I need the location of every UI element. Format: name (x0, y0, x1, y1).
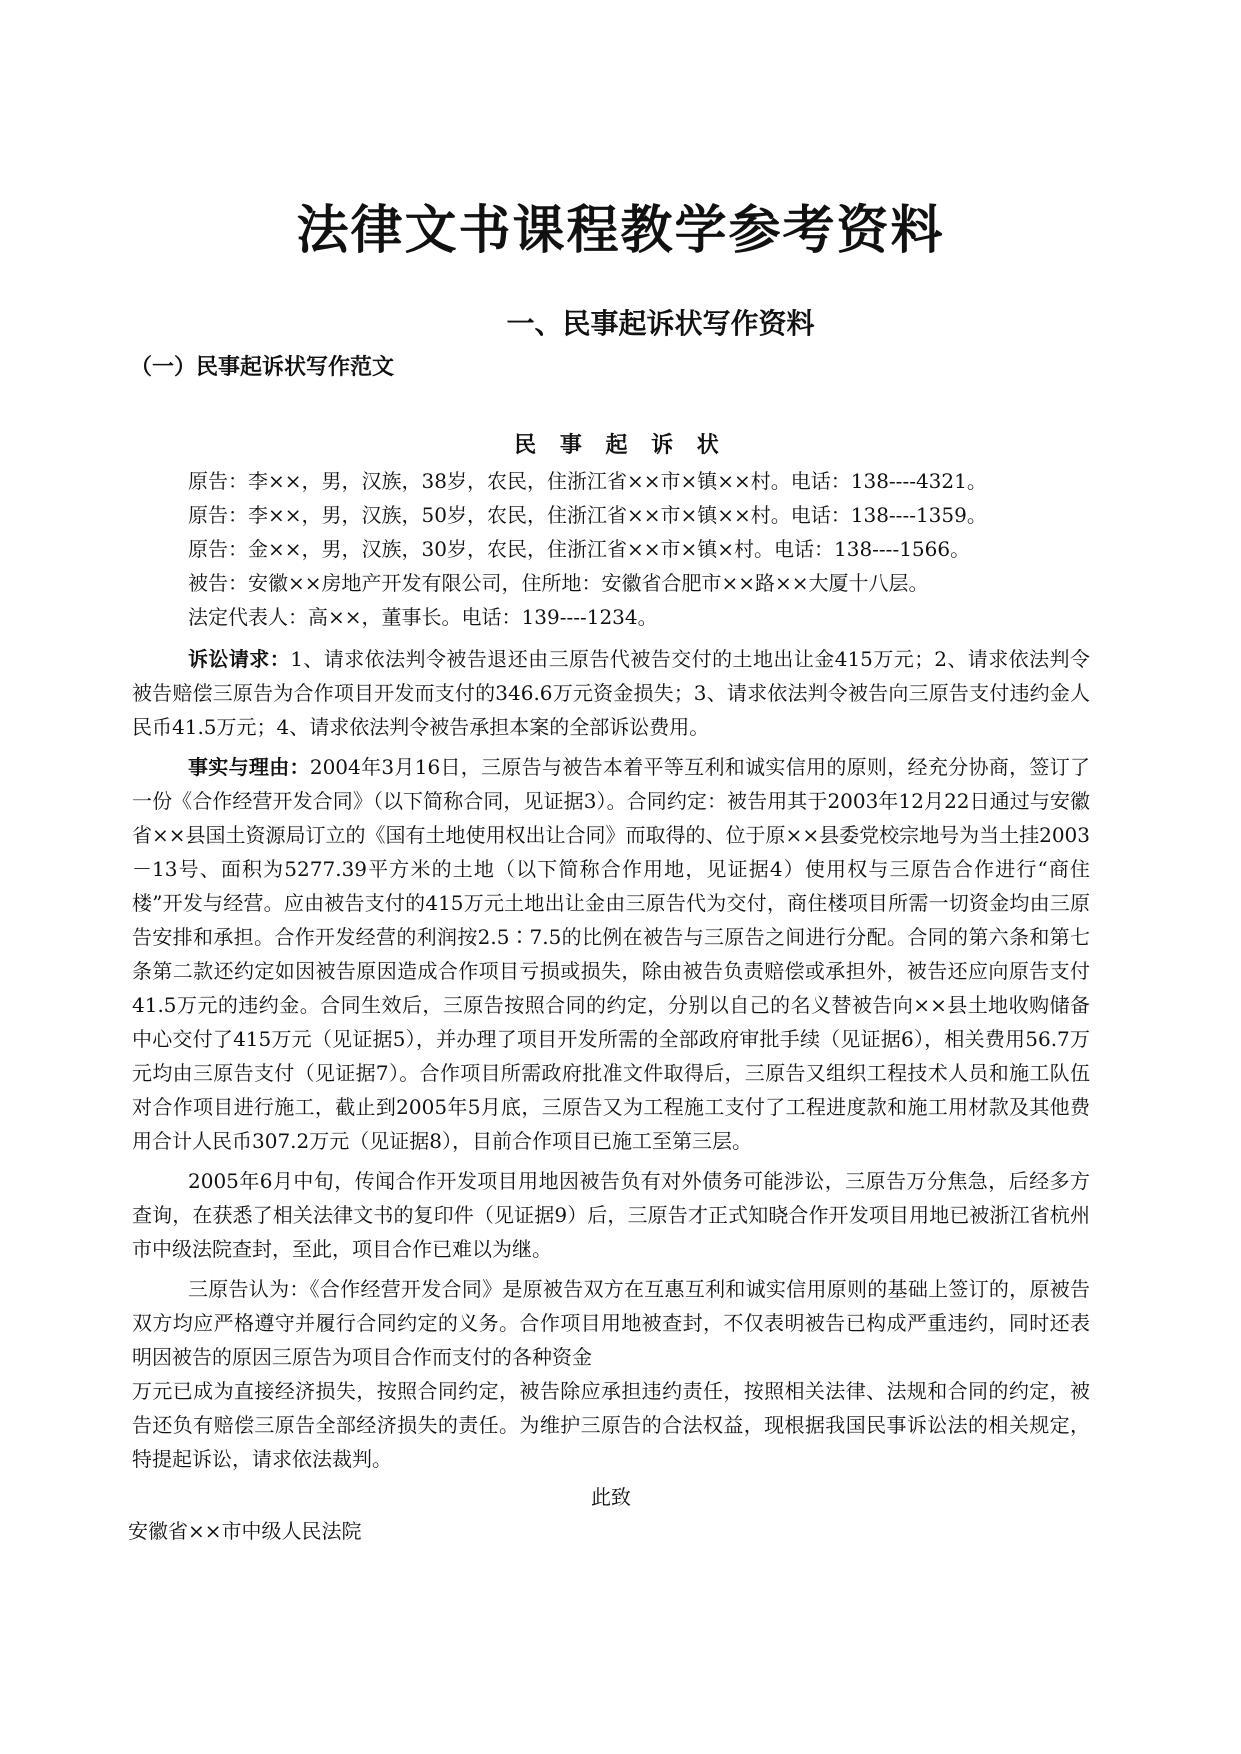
page-title: 法律文书课程教学参考资料 (296, 201, 945, 261)
party-line: 法定代表人：高××，董事长。电话：139----1234。 (188, 605, 658, 629)
claims-paragraph (132, 642, 1090, 744)
paragraph: 三原告认为：《合作经营开发合同》是原被告双方在互惠互利和诚实信用原则的基础上签订的，原被告双方均应严格遵守并履行合同约定的义务。合作项目用地被查封，不仅表明被告已构成严重违约，同时还表明因被告的原因三原告为项目合作而支付的各种资金 (132, 1277, 1090, 1369)
closing-phrase: 此致 (591, 1485, 631, 1509)
subsection-heading: （一）民事起诉状写作范文 (130, 355, 395, 380)
court-name: 安徽省××市中级人民法院 (128, 1519, 362, 1543)
complaint-body (128, 464, 1091, 1548)
facts-text: 2004年3月16日，三原告与被告本着平等互利和诚实信用的原则，经充分协商，签订了一份《合作经营开发合同》（以下简称合同，见证据3）。合同约定：被告用其于2003年12月22日通过与安徽省××县国土资源局订立的《国有土地使用权出让合同》而取得的、位于原××县委党校宗地号为当土挂2003－13号、面积为5277.39平方米的土地（以下简称合作用地，见证据4）使用权与三原告合作进行“商住楼”开发与经营。应由被告支付的415万元土地出让金由三原告代为交付，商住楼项目所需一切资金均由三原告安排和承担。合作开发经营的利润按2.5∶7.5的比例在被告与三原告之间进行分配。合同的第六条和第七条第二款还约定如因被告原因造成合作项目亏损或损失，除由被告负责赔偿或承担外，被告还应向原告支付41.5万元的违约金。合同生效后，三原告按照合同的约定，分别以自己的名义替被告向××县土地收购储备中心交付了415万元（见证据5），并办理了项目开发所需的全部政府审批手续（见证据6），相关费用56.7万元均由三原告支付（见证据7）。合作项目所需政府批准文件取得后，三原告又组织工程技术人员和施工队伍对合作项目进行施工，截止到2005年5月底，三原告又为工程施工支付了工程进度款和施工用材款及其他费用合计人民币307.2万元（见证据8），目前合作项目已施工至第三层。 (132, 755, 1091, 1153)
claims-text: 1、请求依法判令被告退还由三原告代被告交付的土地出让金415万元；2、请求依法判令被告赔偿三原告为合作项目开发而支付的346.6万元资金损失；3、请求依法判令被告向三原告支付违约金人民币41.5万元；4、请求依法判令被告承担本案的全部诉讼费用。 (132, 647, 1090, 739)
party-line: 被告：安徽××房地产开发有限公司，住所地：安徽省合肥市××路××大厦十八层。 (188, 571, 929, 595)
party-line: 原告：金××，男，汉族，30岁，农民，住浙江省××市×镇×村。电话：138----1566。 (188, 537, 971, 561)
paragraph: 2005年6月中旬，传闻合作开发项目用地因被告负有对外债务可能涉讼，三原告万分焦急，后经多方查询，在获悉了相关法律文书的复印件（见证据9）后，三原告才正式知晓合作开发项目用地已被浙江省杭州市中级法院查封，至此，项目合作已难以为继。 (132, 1169, 1090, 1261)
party-line: 原告：李××，男，汉族，38岁，农民，住浙江省××市×镇××村。电话：138----4321。 (188, 469, 987, 493)
paragraph: 万元已成为直接经济损失，按照合同约定，被告除应承担违约责任，按照相关法律、法规和合同的约定，被告还负有赔偿三原告全部经济损失的责任。为维护三原告的合法权益，现根据我国民事诉讼法的相关规定，特提起诉讼，请求依法裁判。 (132, 1379, 1090, 1471)
facts-paragraph (132, 750, 1090, 1158)
facts-label: 事实与理由： (188, 755, 310, 779)
section-heading: 一、民事起诉状写作资料 (506, 307, 815, 340)
party-line: 原告：李××，男，汉族，50岁，农民，住浙江省××市×镇××村。电话：138----1359。 (188, 503, 987, 527)
claims-label: 诉讼请求： (188, 647, 291, 671)
complaint-title: 民 事 起 诉 状 (514, 433, 727, 458)
